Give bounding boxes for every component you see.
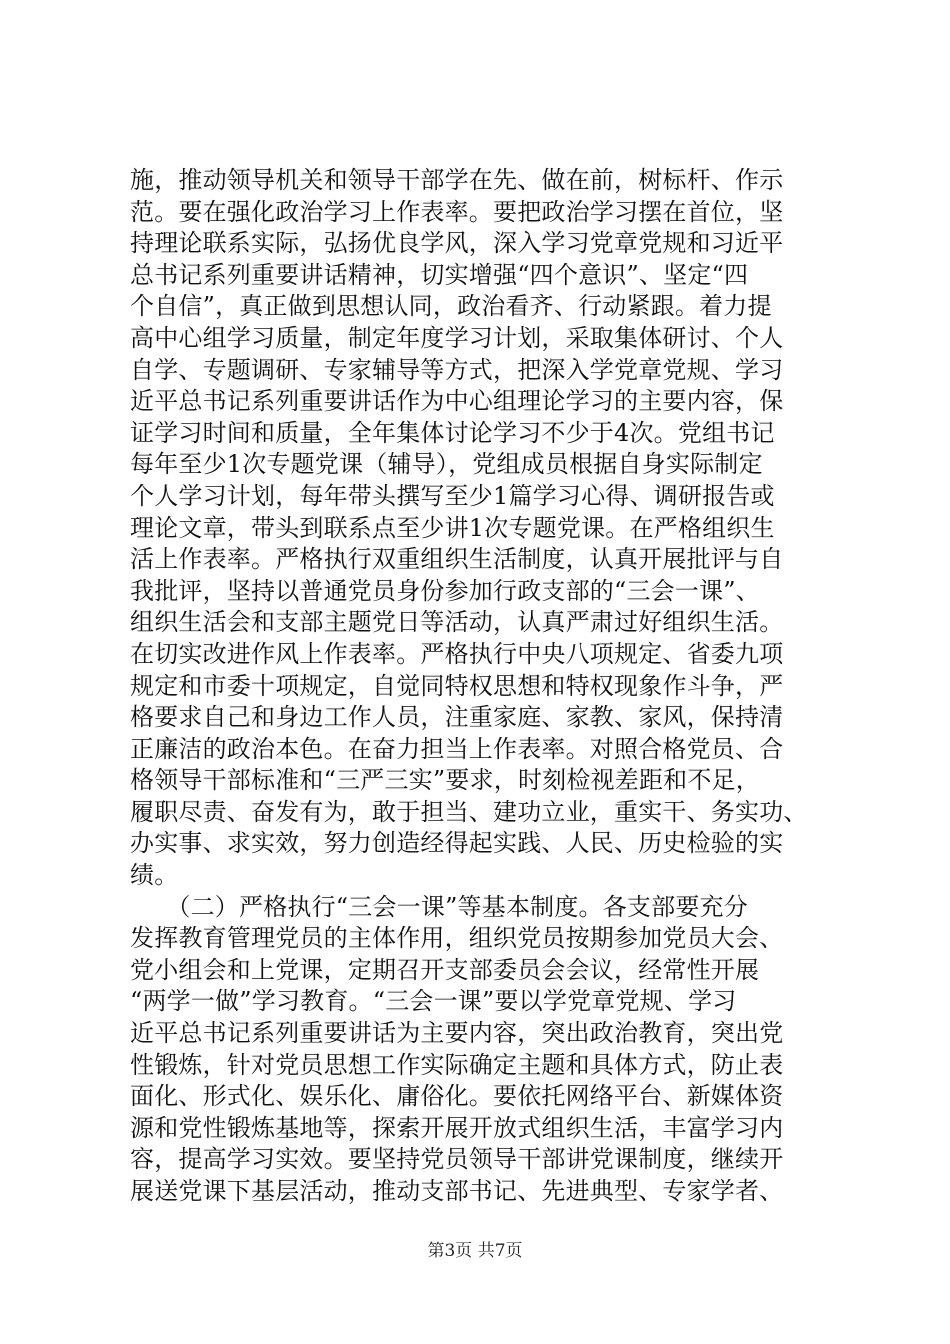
document-body bbox=[130, 165, 830, 1208]
text-line: 总书记系列重要讲话精神，切实增强“四个意识”、坚定“四 bbox=[130, 260, 749, 289]
text-line: 每年至少1次专题党课（辅导），党组成员根据自身实际制定 bbox=[130, 450, 763, 479]
text-line: 容，提高学习实效。要坚持党员领导干部讲党课制度，继续开 bbox=[130, 1145, 784, 1174]
text-line: 个自信”，真正做到思想认同，政治看齐、行动紧跟。着力提 bbox=[130, 292, 772, 321]
text-line: 范。要在强化政治学习上作表率。要把政治学习摆在首位，坚 bbox=[130, 197, 784, 226]
text-line: 近平总书记系列重要讲话为主要内容，突出政治教育，突出党 bbox=[130, 1019, 784, 1048]
text-line: 源和党性锻炼基地等，探索开展开放式组织生活，丰富学习内 bbox=[130, 1113, 784, 1142]
text-line: 发挥教育管理党员的主体作用，组织党员按期参加党员大会、 bbox=[130, 924, 784, 953]
text-line: 自学、专题调研、专家辅导等方式，把深入学党章党规、学习 bbox=[130, 355, 784, 384]
text-line: 格要求自己和身边工作人员，注重家庭、家教、家风，保持清 bbox=[130, 703, 784, 732]
text-line: 组织生活会和支部主题党日等活动，认真严肃过好组织生活。 bbox=[130, 608, 784, 637]
text-line: 正廉洁的政治本色。在奋力担当上作表率。对照合格党员、合 bbox=[130, 734, 784, 763]
text-line: 格领导干部标准和“三严三实”要求，时刻检视差距和不足， bbox=[130, 766, 760, 795]
text-line: 绩。 bbox=[130, 861, 179, 890]
page-footer: 第3页 共7页 bbox=[427, 1241, 523, 1261]
text-line: 持理论联系实际，弘扬优良学风，深入学习党章党规和习近平 bbox=[130, 229, 784, 258]
text-line: 我批评，坚持以普通党员身份参加行政支部的“三会一课”、 bbox=[130, 576, 760, 605]
text-line: 理论文章，带头到联系点至少讲1次专题党课。在严格组织生 bbox=[130, 513, 775, 542]
text-line: 活上作表率。严格执行双重组织生活制度，认真开展批评与自 bbox=[130, 545, 784, 574]
text-line: 展送党课下基层活动，推动支部书记、先进典型、专家学者、 bbox=[130, 1177, 784, 1205]
text-line: 证学习时间和质量，全年集体讨论学习不少于4次。党组书记 bbox=[130, 418, 775, 447]
text-line: 施，推动领导机关和领导干部学在先、做在前，树标杆、作示 bbox=[130, 166, 784, 194]
text-line: 近平总书记系列重要讲话作为中心组理论学习的主要内容，保 bbox=[130, 387, 784, 416]
text-line: 办实事、求实效，努力创造经得起实践、人民、历史检验的实 bbox=[130, 829, 784, 858]
text-line: 面化、形式化、娱乐化、庸俗化。要依托网络平台、新媒体资 bbox=[130, 1082, 784, 1111]
text-line: 高中心组学习质量，制定年度学习计划，采取集体研讨、个人 bbox=[130, 323, 784, 352]
text-line: （二）严格执行“三会一课”等基本制度。各支部要充分 bbox=[130, 892, 748, 921]
text-line: 在切实改进作风上作表率。严格执行中央八项规定、省委九项 bbox=[130, 639, 784, 668]
text-line: 个人学习计划，每年带头撰写至少1篇学习心得、调研报告或 bbox=[130, 481, 775, 510]
text-line: 规定和市委十项规定，自觉同特权思想和特权现象作斗争，严 bbox=[130, 671, 784, 700]
text-line: 党小组会和上党课，定期召开支部委员会会议，经常性开展 bbox=[130, 955, 760, 984]
text-line: 履职尽责、奋发有为，敢于担当、建功立业，重实干、务实功、 bbox=[130, 797, 808, 826]
text-line: “两学一做”学习教育。“三会一课”要以学党章党规、学习 bbox=[130, 987, 737, 1016]
text-line: 性锻炼，针对党员思想工作实际确定主题和具体方式，防止表 bbox=[130, 1050, 784, 1079]
